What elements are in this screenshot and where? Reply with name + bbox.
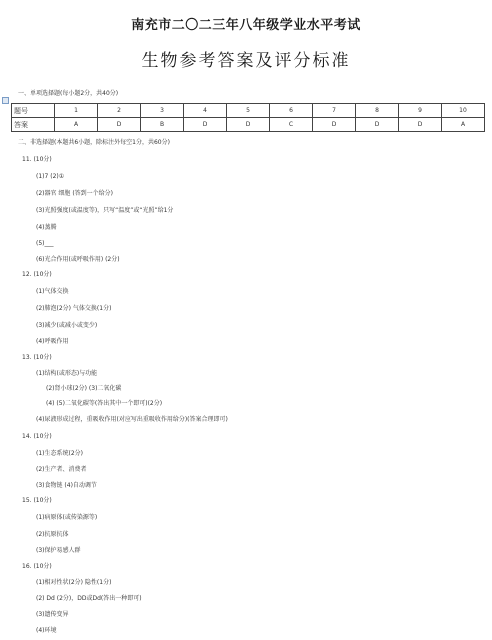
question-heading: 16. (10分)	[22, 563, 52, 570]
table-row	[12, 104, 485, 118]
table-anchor-icon	[2, 97, 9, 104]
section-heading: 二、非选择题(本题共6小题，除标注外每空1分，共60分)	[18, 139, 170, 146]
answer-line: (2) Dd (2分)，DD或Dd(答出一种即可)	[36, 595, 142, 602]
answer-line: (6)光合作用(或呼吸作用) (2分)	[36, 256, 120, 263]
table-cell: D	[184, 118, 227, 132]
table-cell: 10	[442, 104, 485, 118]
answer-line: (1)7 (2)①	[36, 173, 65, 180]
table-cell: D	[313, 118, 356, 132]
document-subtitle: 生物参考答案及评分标准	[141, 51, 351, 71]
question-heading: 14. (10分)	[22, 433, 52, 440]
table-cell: 8	[356, 104, 399, 118]
answer-line: (3)光照强度(或温度等)，只写“温度”或“光照”给1分	[36, 207, 174, 214]
table-cell: 4	[184, 104, 227, 118]
table-cell: D	[356, 118, 399, 132]
answer-line: (2)肾小球(2分) (3)二氧化碳	[46, 385, 122, 392]
answer-line: (4) (5)二氧化碳等(答出其中一个即可)(2分)	[46, 400, 163, 407]
table-cell: B	[141, 118, 184, 132]
answer-line: (1)病原体(或传染源等)	[36, 514, 98, 521]
table-cell: 1	[55, 104, 98, 118]
table-cell: 9	[399, 104, 442, 118]
answer-line: (4)呼吸作用	[36, 338, 69, 345]
table-cell: A	[442, 118, 485, 132]
table-cell: 3	[141, 104, 184, 118]
section-heading: 一、单项选择题(每小题2分，共40分)	[18, 90, 119, 97]
table-cell: D	[227, 118, 270, 132]
answer-line: (2)肺泡(2分) 气体交换(1分)	[36, 305, 112, 312]
answer-line: (5)___	[36, 240, 54, 247]
answer-line: (4)蒸腾	[36, 224, 57, 231]
table-row	[12, 118, 485, 132]
question-heading: 12. (10分)	[22, 271, 52, 278]
document-title: 南充市二〇二三年八年级学业水平考试	[131, 18, 361, 33]
answer-line: (2)抗原抗体	[36, 531, 69, 538]
question-heading: 13. (10分)	[22, 354, 52, 361]
table-cell: A	[55, 118, 98, 132]
table-cell: D	[98, 118, 141, 132]
answer-line: (4)尿液形成过程，重吸收作用(对应写出重吸收作用给分)(答案合理即可)	[36, 416, 228, 423]
answer-line: (2)器官 细胞 (答到一个给分)	[36, 190, 113, 197]
table-cell: 5	[227, 104, 270, 118]
table-header: 答案	[12, 118, 55, 132]
table-header: 题号	[12, 104, 55, 118]
answer-line: (4)环境	[36, 627, 57, 634]
answer-line: (3)食物链 (4)自动调节	[36, 482, 97, 489]
answer-line: (1)气体交换	[36, 288, 69, 295]
table-cell: 2	[98, 104, 141, 118]
answer-line: (3)保护易感人群	[36, 547, 81, 554]
answer-line: (1)相对性状(2分) 隐性(1分)	[36, 579, 112, 586]
answer-line: (3)遗传变异	[36, 611, 69, 618]
table-cell: 7	[313, 104, 356, 118]
table-cell: C	[270, 118, 313, 132]
answer-line: (2)生产者、消费者	[36, 466, 87, 473]
answer-line: (1)结构(或形态)与功能	[36, 370, 98, 377]
answer-line: (3)减少(或减小或变少)	[36, 322, 98, 329]
table-cell: 6	[270, 104, 313, 118]
question-heading: 15. (10分)	[22, 497, 52, 504]
answer-line: (1)生态系统(2分)	[36, 450, 83, 457]
table-cell: D	[399, 118, 442, 132]
answer-table	[11, 103, 485, 132]
question-heading: 11. (10分)	[22, 156, 52, 163]
